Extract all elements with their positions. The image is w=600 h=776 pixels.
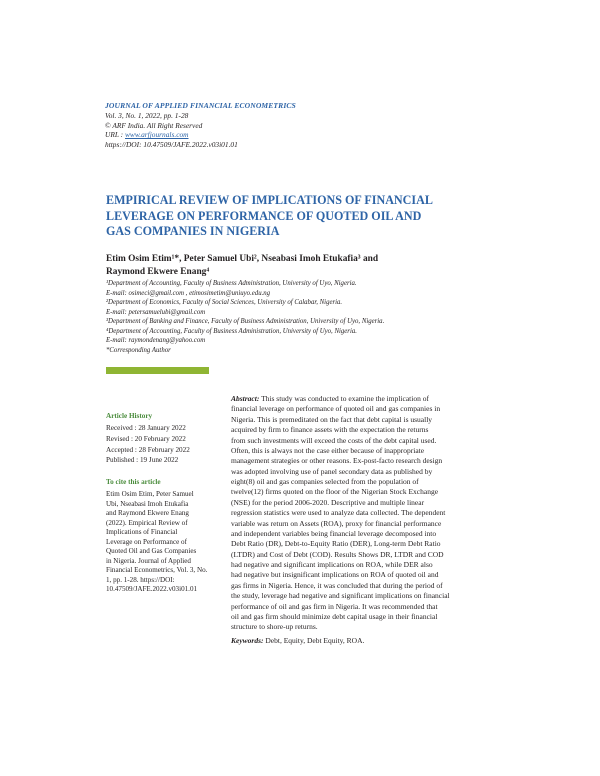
abstract-line: (NSE) for the period 2006-2020. Descriptive and multiple linear [231,497,425,507]
abstract-line: was adopted involving use of panel secondary data as published by [231,466,433,476]
paper-title [106,193,486,240]
abstract-line: the study, leverage had negative and significant implications on financial [231,591,450,601]
author-list [106,253,506,278]
citation-line: (2022). Empirical Review of [106,518,188,527]
abstract-line: acquired by firm to finance assets with the expectation the returns [231,425,429,435]
citation-line: 1, pp. 1-28. https://DOI: [106,575,175,584]
citation-line: and Raymond Ekwere Enang [106,509,189,517]
affiliation-line: ³Department of Banking and Finance, Faculty of Business Administration, University of Uyo, Nigeria. [106,318,385,326]
cite-heading: To cite this article [106,478,161,486]
journal-url [105,130,405,140]
abstract-line: oil and gas firm should minimize debt capital usage in their financial [231,611,438,621]
journal-name: JOURNAL OF APPLIED FINANCIAL ECONOMETRICS [105,101,296,110]
abstract-label: Abstract: [231,394,260,403]
journal-volume: Vol. 3, No. 1, 2022, pp. 1-28 [105,111,189,120]
history-item: Published : 19 June 2022 [106,456,179,465]
citation-line: 10.47509/JAFE.2022.v03i01.01 [106,585,198,593]
article-history-heading: Article History [106,412,153,420]
keywords-label: Keywords: [231,635,264,645]
journal-doi: https://DOI: 10.47509/JAFE.2022.v03i01.01 [105,139,238,149]
abstract-line: Nigeria. This is premeditated on the fact that debt capital is usually [231,414,433,424]
abstract-line: financial leverage on performance of quoted oil and gas companies in [231,404,441,414]
history-item: Received : 28 January 2022 [106,424,186,432]
citation-line: Quoted Oil and Gas Companies [106,547,197,555]
abstract-line: (LTDR) and Cost of Debt (COD). Results Shows DR, LTDR and COD [231,549,444,559]
affiliation-email: E-mail: raymondenang@yahoo.com [106,337,206,345]
citation-line: Implications of Financial [106,528,178,536]
affiliation-email: E-mail: petersamuelubi@gmail.com [106,308,206,316]
section-divider-bar [106,367,209,374]
abstract-line: management strategies or other reasons. Ex-post-facto research design [231,456,443,466]
keywords [231,636,497,646]
author-line: Raymond Ekwere Enang⁴ [106,266,210,277]
abstract-line: had negative but insignificant implications on ROA of quoted oil and [231,570,439,580]
abstract-line: Debt Ratio (DR), Debt-to-Equity Ratio (DER), Long-term Debt Ratio [231,539,441,549]
affiliation-line: ¹Department of Accounting, Faculty of Business Administration, University of Uyo, Nigeria. [106,280,357,287]
history-item: Accepted : 28 February 2022 [106,445,190,454]
journal-header [105,101,405,149]
abstract [231,394,497,646]
citation-line: Financial Econometrics, Vol. 3, No. [106,566,208,574]
abstract-line: and independent variables being financial leverage decomposed into [231,528,437,538]
citation [106,490,216,595]
history-item: Revised : 20 February 2022 [106,434,186,443]
article-history [106,423,226,466]
abstract-line: twelve(12) firms quoted on the floor of the Nigerian Stock Exchange [231,487,439,497]
abstract-line [231,394,497,404]
affiliation-line: ⁴Department of Accounting, Faculty of Business Administration, University of Uyo, Nigeria. [106,327,357,335]
affiliations [106,279,526,355]
abstract-line: performance of oil and gas firm in Nigeria. It was recommended that [231,601,438,611]
citation-line: Ubi, Nseabasi Imoh Etukafia [106,499,189,508]
citation-line: in Nigeria. Journal of Applied [106,556,191,565]
abstract-line: regression statistics were used to analyze data collected. The dependent [231,508,446,518]
abstract-line: from such investments will exceed the costs of the debt capital used. [231,435,437,445]
journal-url-link[interactable]: www.arfjournals.com [125,130,189,140]
author-line: Etim Osim Etim¹*, Peter Samuel Ubi², Nseabasi Imoh Etukafia³ and [106,254,379,264]
abstract-line: had negative and significant implications on ROA, while DER also [231,560,433,569]
affiliation-email: E-mail: osimeci@gmail.com , etimosimetim@uniuyo.edu.ng [106,289,271,297]
abstract-line: variable was return on Assets (ROA), proxy for financial performance [231,518,442,528]
title-line: EMPIRICAL REVIEW OF IMPLICATIONS OF FINANCIAL [106,193,433,207]
abstract-line: structure to shore-up returns. [231,622,318,632]
abstract-line: Often, this is always not the case either because of inappropriate [231,445,425,455]
citation-line: Etim Osim Etim, Peter Samuel [106,490,194,498]
corresponding-author-note: *Corresponding Author [106,346,171,354]
citation-line: Leverage on Performance of [106,537,187,546]
keywords-text: Debt, Equity, Debt Equity, ROA. [263,635,365,645]
title-line: GAS COMPANIES IN NIGERIA [106,224,280,239]
journal-copyright: © ARF India. All Right Reserved [105,120,203,130]
abstract-line: eight(8) oil and gas companies selected from the population of [231,477,419,486]
abstract-line: gas firms in Nigeria. Hence, it was concluded that during the period of [231,580,443,590]
abstract-text: This study was conducted to examine the implication of [259,394,429,403]
journal-url-label: URL : [105,130,125,140]
affiliation-line: ²Department of Economics, Faculty of Social Sciences, University of Calabar, Nigeria. [106,299,343,307]
title-line: LEVERAGE ON PERFORMANCE OF QUOTED OIL AND [106,208,422,223]
